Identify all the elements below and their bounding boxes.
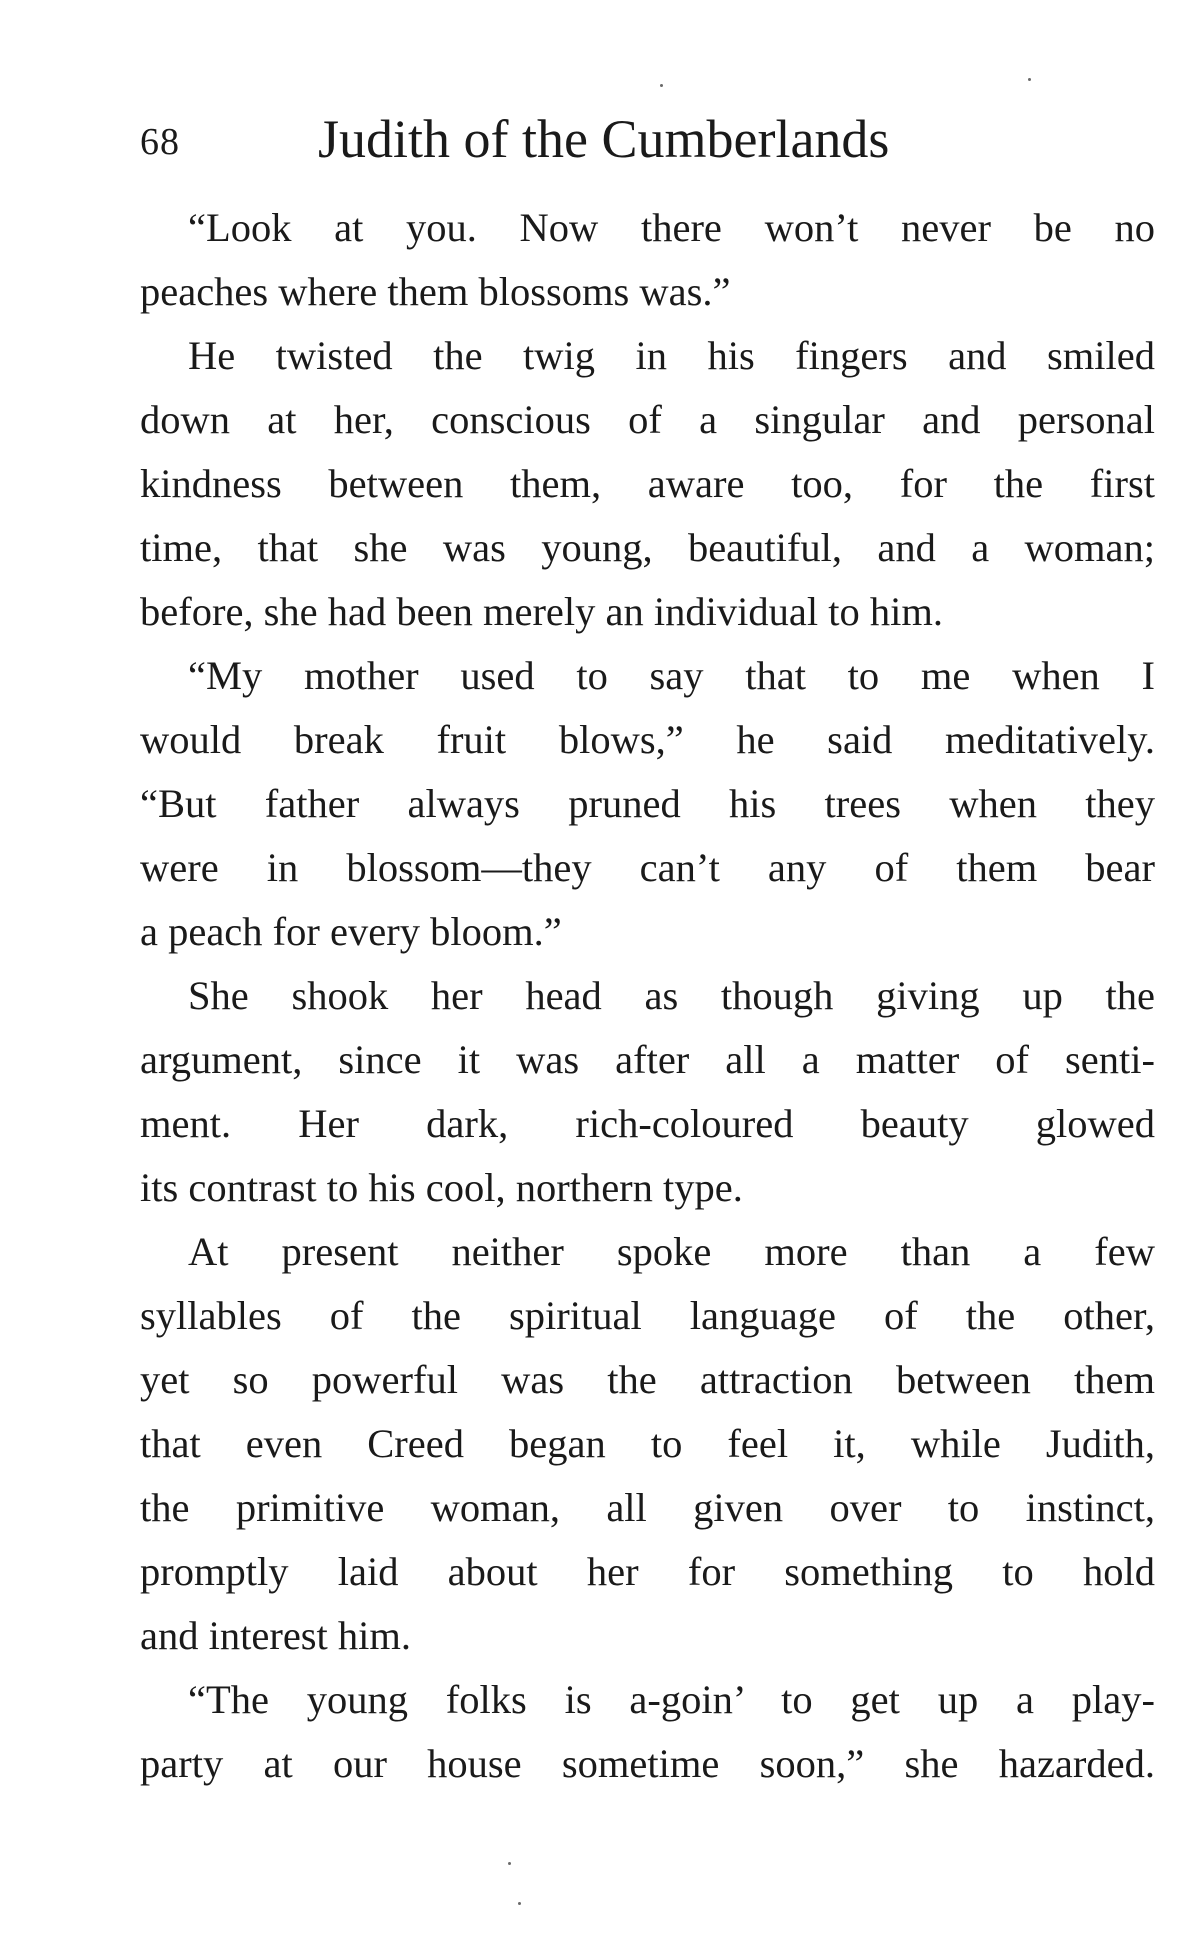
text-line: “My mother used to say that to me when I — [188, 653, 1155, 698]
text-line: its contrast to his cool, northern type. — [140, 1165, 743, 1210]
text-line: At present neither spoke more than a few — [188, 1229, 1155, 1274]
text-line: “But father always pruned his trees when they — [140, 781, 1155, 826]
text-line: She shook her head as though giving up the — [188, 973, 1155, 1018]
text-line: time, that she was young, beautiful, and a woman; — [140, 525, 1155, 570]
scan-speck — [1028, 78, 1031, 81]
text-line: peaches where them blossoms was.” — [140, 269, 731, 314]
book-page — [140, 108, 1155, 1796]
text-line: a peach for every bloom.” — [140, 909, 562, 954]
text-line: before, she had been merely an individual to him. — [140, 589, 943, 634]
scan-speck — [660, 84, 663, 87]
text-line: “The young folks is a-goin’ to get up a play- — [188, 1677, 1155, 1722]
text-line: He twisted the twig in his fingers and smiled — [188, 333, 1155, 378]
text-line: would break fruit blows,” he said meditatively. — [140, 717, 1155, 762]
text-line: “Look at you. Now there won’t never be no — [188, 205, 1155, 250]
text-line: and interest him. — [140, 1613, 412, 1658]
scan-speck — [508, 1862, 511, 1865]
text-line: party at our house sometime soon,” she hazarded. — [140, 1741, 1155, 1786]
scan-speck — [518, 1902, 521, 1905]
page-number: 68 — [140, 121, 180, 163]
book-title: Judith of the Cumberlands — [318, 109, 890, 169]
text-line: the primitive woman, all given over to instinct, — [140, 1485, 1155, 1530]
text-line: were in blossom—they can’t any of them bear — [140, 845, 1155, 890]
running-head — [140, 108, 1155, 172]
text-line: ment. Her dark, rich-coloured beauty glowed — [140, 1101, 1155, 1146]
text-line: down at her, conscious of a singular and personal — [140, 397, 1155, 442]
text-line: syllables of the spiritual language of the other, — [140, 1293, 1155, 1338]
text-line: kindness between them, aware too, for the first — [140, 461, 1155, 506]
text-line: argument, since it was after all a matter of senti- — [140, 1037, 1155, 1082]
body-text — [140, 196, 1155, 1796]
text-line: yet so powerful was the attraction between them — [140, 1357, 1155, 1402]
text-line: promptly laid about her for something to hold — [140, 1549, 1155, 1594]
text-line: that even Creed began to feel it, while Judith, — [140, 1421, 1155, 1466]
